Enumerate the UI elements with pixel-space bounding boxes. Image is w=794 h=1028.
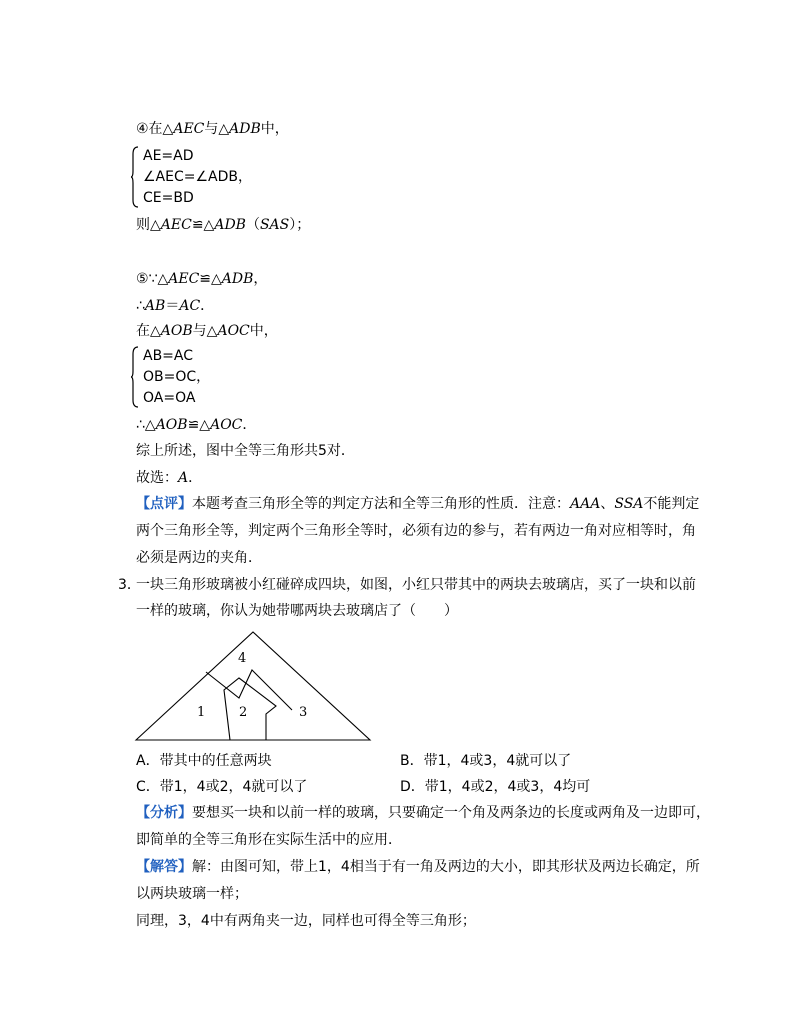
analysis-tag: 【分析】	[136, 805, 192, 821]
answer-line3: 同理，3，4中有两角夹一边，同样也可得全等三角形；	[136, 913, 476, 929]
text: 在△	[136, 323, 161, 339]
text: 、	[600, 496, 615, 512]
text: AEC	[173, 121, 205, 137]
text: 故选：	[136, 470, 178, 486]
text: 解：由图可知，带上1，4相当于有一角及两边的大小，即其形状及两边长确定，所	[192, 859, 700, 875]
text: AB	[144, 298, 166, 314]
option-c: C．带1，4或2，4就可以了	[136, 779, 308, 795]
piece-label-3: 3	[299, 705, 308, 720]
text: ADB	[229, 121, 261, 137]
analysis-line1	[136, 804, 710, 822]
comment-line3: 必须是两边的夹角．	[136, 550, 262, 566]
text: 与△	[204, 121, 230, 137]
text: ∴△	[136, 417, 156, 433]
sys4-eq3: CE=BD	[143, 190, 194, 206]
text: ．	[200, 298, 215, 314]
text: ∴	[136, 298, 145, 314]
text: AAA	[570, 496, 601, 512]
option-a: A．带其中的任意两块	[136, 753, 272, 769]
sec4-heading	[136, 120, 289, 138]
question-line1: 一块三角形玻璃被小红碰碎成四块，如图，小红只带其中的两块去玻璃店，买了一块和以前	[136, 577, 696, 593]
sec5-line2	[136, 297, 214, 315]
answer-line1	[136, 858, 700, 876]
text: ）；	[289, 217, 311, 233]
option-d: D．带1，4或2，4或3，4均可	[400, 779, 591, 795]
comment-line2: 两个三角形全等，判定两个三角形全等时，必须有边的参与，若有两边一角对应相等时，角	[136, 523, 696, 539]
text: A	[178, 470, 189, 486]
text: ．	[242, 417, 257, 433]
piece-label-2: 2	[239, 705, 248, 720]
answer-tag: 【解答】	[136, 859, 192, 875]
text: ≌△	[187, 417, 211, 433]
text: AOB	[155, 417, 188, 433]
text: AOC	[217, 323, 250, 339]
text: ≌△	[191, 217, 215, 233]
text: AOB	[160, 323, 193, 339]
outer-triangle	[136, 632, 370, 740]
sys5-eq2: OB=OC，	[143, 369, 211, 385]
piece-4-boundary	[206, 670, 292, 710]
sec5-line3	[136, 322, 278, 340]
brace-icon	[131, 346, 137, 408]
text: ，	[253, 271, 268, 287]
text: SAS	[259, 217, 290, 233]
text: ≌△	[199, 271, 222, 287]
text: SSA	[614, 496, 644, 512]
text: 中，	[260, 121, 289, 137]
text: ④在△	[136, 121, 174, 137]
comment-line1	[136, 495, 699, 513]
piece-label-1: 1	[197, 705, 206, 720]
text: ADB	[221, 271, 254, 287]
choose-text	[136, 469, 202, 487]
text: AEC	[168, 271, 200, 287]
sys5-eq1: AB=AC	[143, 348, 194, 364]
summary-text: 综上所述，图中全等三角形共5对．	[136, 443, 355, 459]
piece-2-boundary	[224, 678, 276, 740]
text: ＝	[165, 298, 180, 314]
text: AOC	[210, 417, 243, 433]
question-line2: 一样的玻璃，你认为她带哪两块去玻璃店了（ ）	[136, 603, 458, 619]
text: 要想买一块和以前一样的玻璃，只要确定一个角及两条边的长度或两角及一边即可，	[192, 805, 710, 821]
sec5-line4	[136, 416, 256, 434]
text: 中，	[249, 323, 278, 339]
sys5-eq3: OA=OA	[143, 390, 196, 406]
text: ．	[188, 470, 203, 486]
brace-icon	[131, 146, 137, 208]
text: 本题考查三角形全等的判定方法和全等三角形的性质．注意：	[192, 496, 570, 512]
question-number: 3．	[118, 577, 141, 593]
sec5-line1	[136, 270, 267, 288]
option-b: B．带1，4或3，4就可以了	[400, 753, 572, 769]
text: 与△	[192, 323, 218, 339]
text: ⑤∵△	[136, 271, 169, 287]
piece-label-4: 4	[238, 651, 247, 666]
text: 则△	[136, 217, 161, 233]
text: 不能判定	[643, 496, 700, 512]
sec4-conclusion	[136, 216, 310, 234]
sys4-eq2: ∠AEC=∠ADB，	[143, 169, 252, 185]
comment-tag: 【点评】	[136, 496, 192, 512]
sys4-eq1: AE=AD	[143, 148, 194, 164]
text: （	[245, 217, 260, 233]
text: AEC	[160, 217, 192, 233]
text: AC	[179, 298, 201, 314]
analysis-line2: 即简单的全等三角形在实际生活中的应用．	[136, 832, 402, 848]
answer-line2: 以两块玻璃一样；	[136, 886, 248, 902]
text: ADB	[214, 217, 246, 233]
broken-glass-figure	[134, 630, 374, 748]
